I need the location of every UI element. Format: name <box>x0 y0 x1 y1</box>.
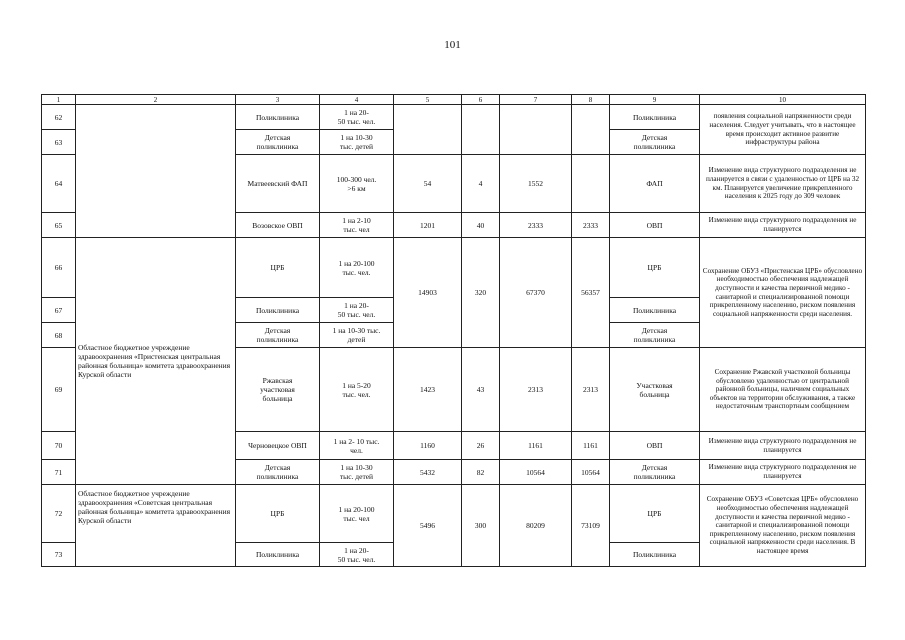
comment-cell: Сохранение Ржавской участковой больницы обусловлено удаленностью от центральной районной больницы, наличием социальных объектов на территории обслуживания, а также недостаточным транспортным сообщением <box>700 348 866 432</box>
norm-cell: 1 на 10-30 тыс. детей <box>320 323 394 348</box>
value-cell: 1423 <box>394 348 462 432</box>
comment-cell: появления социальной напряженности среди населения. Следует учитывать, что в настоящее время происходит активное развитие инфраструктуры района <box>700 105 866 155</box>
value-cell: 1161 <box>572 432 610 460</box>
comment-cell: Сохранение ОБУЗ «Пристенская ЦРБ» обусловлено необходимостью обеспечения надлежащей доступности и качества первичной медико - санитарной и специализированной помощи прикрепленному населению, риском появления социальной напряженности среди населения. <box>700 238 866 348</box>
header-cell: 4 <box>320 95 394 105</box>
row-number: 71 <box>42 460 76 485</box>
value-cell: 43 <box>462 348 500 432</box>
row-number: 62 <box>42 105 76 130</box>
norm-cell: 1 на 20- 50 тыс. чел. <box>320 543 394 567</box>
comment-cell: Изменение вида структурного подразделения не планируется в связи с удаленностью от ЦРБ на 32 км. Планируется увеличение прикрепленного населения к 2025 году до 309 человек <box>700 155 866 213</box>
subdivision-cell: Ржавская участковая больница <box>236 348 320 432</box>
subdivision-cell: Детская поликлиника <box>236 130 320 155</box>
value-cell: 5496 <box>394 485 462 567</box>
value-cell: 2313 <box>572 348 610 432</box>
comment-cell: Сохранение ОБУЗ «Советская ЦРБ» обусловлено необходимостью обеспечения надлежащей доступности и качества первичной медико - санитарной и специализированной помощи прикрепленному населению, риском появления социальной напряженности среди населения. В настоящее время <box>700 485 866 567</box>
subdivision-cell: ЦРБ <box>236 485 320 543</box>
value-cell: 80209 <box>500 485 572 567</box>
type-cell: ФАП <box>610 155 700 213</box>
row-number: 69 <box>42 348 76 432</box>
comment-cell: Изменение вида структурного подразделения не планируется <box>700 432 866 460</box>
row-number: 64 <box>42 155 76 213</box>
value-cell: 82 <box>462 460 500 485</box>
table-row <box>42 238 866 298</box>
header-cell: 6 <box>462 95 500 105</box>
row-number: 66 <box>42 238 76 298</box>
value-cell <box>500 105 572 155</box>
value-cell: 300 <box>462 485 500 567</box>
row-number: 63 <box>42 130 76 155</box>
subdivision-cell: Поликлиника <box>236 543 320 567</box>
type-cell: Поликлиника <box>610 105 700 130</box>
row-number: 65 <box>42 213 76 238</box>
value-cell: 26 <box>462 432 500 460</box>
value-cell <box>572 155 610 213</box>
type-cell: ЦРБ <box>610 238 700 298</box>
value-cell: 56357 <box>572 238 610 348</box>
value-cell: 40 <box>462 213 500 238</box>
norm-cell: 100-300 чел. >6 км <box>320 155 394 213</box>
norm-cell: 1 на 20-100 тыс. чел <box>320 485 394 543</box>
comment-cell: Изменение вида структурного подразделения не планируется <box>700 460 866 485</box>
org-cell-blank <box>76 105 236 238</box>
value-cell: 5432 <box>394 460 462 485</box>
subdivision-cell: Черновецкое ОВП <box>236 432 320 460</box>
value-cell: 14903 <box>394 238 462 348</box>
value-cell: 4 <box>462 155 500 213</box>
norm-cell: 1 на 10-30 тыс. детей <box>320 130 394 155</box>
value-cell <box>572 105 610 155</box>
value-cell: 1552 <box>500 155 572 213</box>
subdivision-cell: Детская поликлиника <box>236 323 320 348</box>
header-row <box>42 95 866 105</box>
type-cell: Детская поликлиника <box>610 323 700 348</box>
subdivision-cell: ЦРБ <box>236 238 320 298</box>
table-row <box>42 485 866 543</box>
norm-cell: 1 на 20- 50 тыс. чел. <box>320 105 394 130</box>
norm-cell: 1 на 2-10 тыс. чел <box>320 213 394 238</box>
subdivision-cell: Поликлиника <box>236 298 320 323</box>
value-cell: 54 <box>394 155 462 213</box>
subdivision-cell: Поликлиника <box>236 105 320 130</box>
organization-cell: Областное бюджетное учреждение здравоохранения «Пристенская центральная районная больница» комитета здравоохранения Курской области <box>76 238 236 485</box>
value-cell: 320 <box>462 238 500 348</box>
type-cell: Поликлиника <box>610 543 700 567</box>
type-cell: ОВП <box>610 213 700 238</box>
norm-cell: 1 на 20-100 тыс. чел. <box>320 238 394 298</box>
value-cell: 1161 <box>500 432 572 460</box>
type-cell: ЦРБ <box>610 485 700 543</box>
page-number: 101 <box>444 39 461 51</box>
value-cell: 1160 <box>394 432 462 460</box>
row-number: 70 <box>42 432 76 460</box>
norm-cell: 1 на 20- 50 тыс. чел. <box>320 298 394 323</box>
header-cell: 9 <box>610 95 700 105</box>
subdivision-cell: Возовское ОВП <box>236 213 320 238</box>
header-cell: 5 <box>394 95 462 105</box>
header-cell: 10 <box>700 95 866 105</box>
value-cell: 2333 <box>500 213 572 238</box>
value-cell: 2333 <box>572 213 610 238</box>
value-cell <box>394 105 462 155</box>
value-cell <box>462 105 500 155</box>
row-number: 68 <box>42 323 76 348</box>
subdivision-cell: Детская поликлиника <box>236 460 320 485</box>
type-cell: ОВП <box>610 432 700 460</box>
table-row <box>42 105 866 130</box>
header-cell: 7 <box>500 95 572 105</box>
value-cell: 67370 <box>500 238 572 348</box>
row-number: 73 <box>42 543 76 567</box>
subdivision-cell: Матвеевский ФАП <box>236 155 320 213</box>
norm-cell: 1 на 10-30 тыс. детей <box>320 460 394 485</box>
facilities-table <box>41 94 866 567</box>
header-cell: 8 <box>572 95 610 105</box>
value-cell: 1201 <box>394 213 462 238</box>
value-cell: 2313 <box>500 348 572 432</box>
header-cell: 1 <box>42 95 76 105</box>
value-cell: 73109 <box>572 485 610 567</box>
value-cell: 10564 <box>500 460 572 485</box>
norm-cell: 1 на 2- 10 тыс. чел. <box>320 432 394 460</box>
type-cell: Детская поликлиника <box>610 130 700 155</box>
row-number: 67 <box>42 298 76 323</box>
type-cell: Поликлиника <box>610 298 700 323</box>
row-number: 72 <box>42 485 76 543</box>
comment-cell: Изменение вида структурного подразделения не планируется <box>700 213 866 238</box>
organization-cell: Областное бюджетное учреждение здравоохранения «Советская центральная районная больница» комитета здравоохранения Курской области <box>76 485 236 567</box>
type-cell: Участковая больница <box>610 348 700 432</box>
type-cell: Детская поликлиника <box>610 460 700 485</box>
header-cell: 2 <box>76 95 236 105</box>
value-cell: 10564 <box>572 460 610 485</box>
header-cell: 3 <box>236 95 320 105</box>
norm-cell: 1 на 5-20 тыс. чел. <box>320 348 394 432</box>
